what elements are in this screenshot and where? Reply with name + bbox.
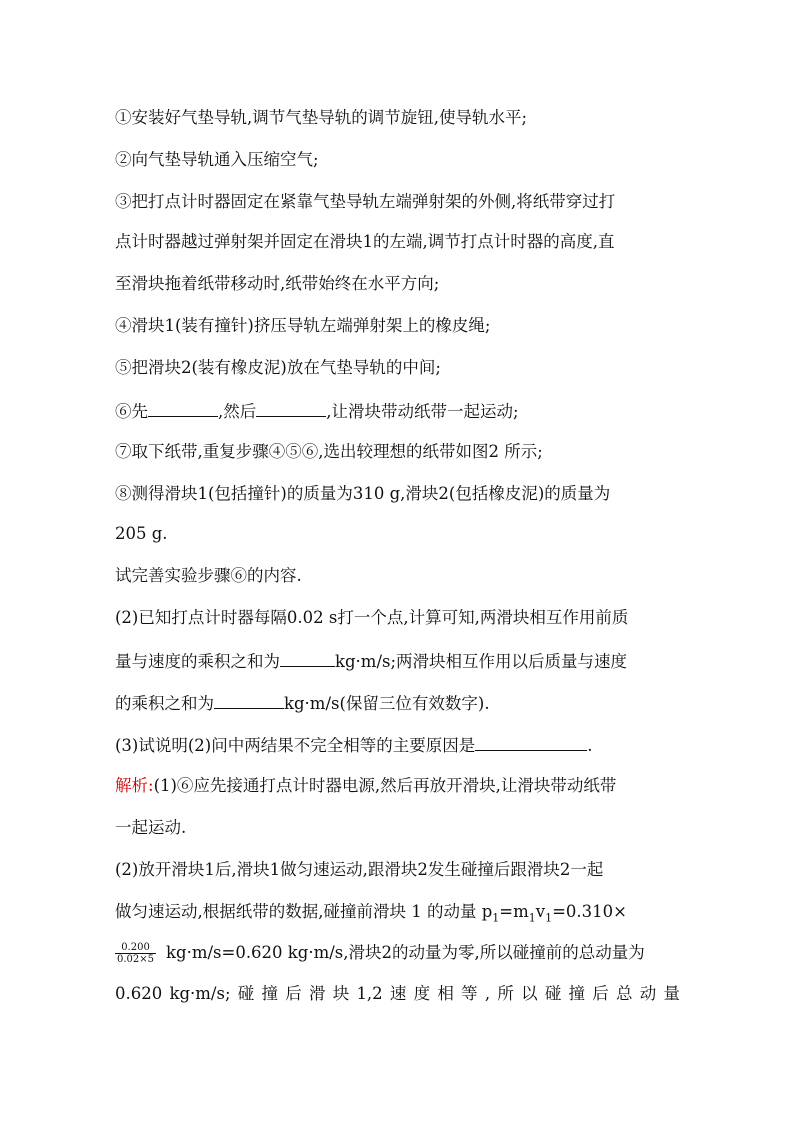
justify-token: 后: [285, 984, 302, 1003]
question-2-line-1: (2)已知打点计时器每隔0.02 s打一个点,计算可知,两滑块相互作用前质: [115, 608, 629, 627]
solution-part-1-a: (1)⑥应先接通打点计时器电源,然后再放开滑块,让滑块带动纸带: [153, 776, 617, 795]
step-7: ⑦取下纸带,重复步骤④⑤⑥,选出较理想的纸带如图2 所示;: [115, 442, 543, 461]
step-1: ①安装好气垫导轨,调节气垫导轨的调节旋钮,使导轨水平;: [115, 108, 528, 127]
justify-token: 速: [389, 984, 407, 1003]
step-3-line-3: 至滑块拖着纸带移动时,纸带始终在水平方向;: [115, 274, 440, 293]
question-3-text: (3)试说明(2)问中两结果不完全相等的主要原因是: [115, 736, 476, 755]
step-6: [115, 400, 519, 422]
solution-eq-end: =0.310×: [552, 902, 627, 921]
subscript-1b: 1: [528, 911, 536, 925]
velocity-fraction: [115, 942, 156, 965]
solution-line-4: [115, 902, 627, 925]
question-3-end: .: [587, 736, 593, 755]
step-8-line-1: ⑧测得滑块1(包括撞针)的质量为310 g,滑块2(包括橡皮泥)的质量为: [115, 484, 611, 503]
question-2-blank-1[interactable]: [280, 650, 335, 667]
question-2-line-3: [115, 692, 490, 714]
justify-token: ,: [484, 984, 491, 1003]
question-3: [115, 734, 593, 756]
fraction-numerator: 0.200: [115, 942, 156, 954]
question-2-text-b: kg·m/s;两滑块相互作用以后质量与速度: [335, 652, 628, 671]
step-2: ②向气垫导轨通入压缩空气;: [115, 150, 319, 169]
justify-token: 以: [521, 984, 538, 1003]
justify-token: 撞: [261, 984, 278, 1003]
fraction-denominator: 0.02×5: [117, 954, 155, 965]
solution-line-5: [115, 942, 645, 965]
step-8-line-2: 205 g.: [115, 524, 168, 543]
solution-line-2: 一起运动.: [115, 818, 187, 837]
justify-token: 1,2: [356, 984, 383, 1003]
justify-token: 总: [616, 984, 633, 1003]
justify-token: 撞: [568, 984, 586, 1003]
step-6-blank-2[interactable]: [256, 400, 326, 417]
question-2-text-d: kg·m/s(保留三位有效数字).: [284, 694, 490, 713]
question-2-text-a: 量与速度的乘积之和为: [115, 652, 280, 671]
justify-token: 相: [437, 984, 454, 1003]
justify-token: 滑: [308, 984, 326, 1003]
justify-token: 量: [663, 984, 680, 1003]
step-3-line-2: 点计时器越过弹射架并固定在滑块1的左端,调节打点计时器的高度,直: [115, 232, 615, 251]
subscript-1a: 1: [492, 911, 500, 925]
subscript-1c: 1: [545, 911, 553, 925]
step-6-blank-1[interactable]: [148, 400, 218, 417]
justify-token: 块: [332, 984, 350, 1003]
step-3-line-1: ③把打点计时器固定在紧靠气垫导轨左端弹射架的外侧,将纸带穿过打: [115, 192, 616, 211]
step-4: ④滑块1(装有撞针)挤压导轨左端弹射架上的橡皮绳;: [115, 316, 491, 335]
solution-part-2-c: kg·m/s=0.620 kg·m/s,滑块2的动量为零,所以碰撞前的总动量为: [166, 943, 645, 962]
justify-token: 碰: [544, 984, 562, 1003]
justify-token: 所: [497, 984, 514, 1003]
step-6-prefix: ⑥先: [115, 402, 148, 421]
justify-token: 碰: [237, 984, 255, 1003]
question-2-line-2: [115, 650, 627, 672]
question-2-blank-2[interactable]: [214, 692, 284, 709]
justify-token: 等: [461, 984, 478, 1003]
solution-part-2-b: 做匀速运动,根据纸带的数据,碰撞前滑块 1 的动量 p: [115, 902, 493, 921]
justify-token: 动: [639, 984, 657, 1003]
step-5: ⑤把滑块2(装有橡皮泥)放在气垫导轨的中间;: [115, 358, 441, 377]
question-2-text-c: 的乘积之和为: [115, 694, 214, 713]
question-1: 试完善实验步骤⑥的内容.: [115, 566, 302, 585]
solution-line-3: (2)放开滑块1后,滑块1做匀速运动,跟滑块2发生碰撞后跟滑块2一起: [115, 860, 604, 879]
step-6-suffix: ,让滑块带动纸带一起运动;: [326, 402, 519, 421]
question-3-blank[interactable]: [475, 734, 587, 751]
solution-v: v: [535, 902, 546, 921]
justify-token: 度: [413, 984, 431, 1003]
solution-line-6: [115, 984, 680, 1004]
justify-token: kg·m/s;: [169, 984, 231, 1003]
justify-token: 后: [592, 984, 609, 1003]
solution-line-1: [115, 776, 616, 796]
solution-eq-m: =m: [499, 902, 529, 921]
step-6-middle: ,然后: [218, 402, 257, 421]
solution-label: 解析:: [115, 776, 154, 795]
justify-token: 0.620: [115, 984, 163, 1003]
